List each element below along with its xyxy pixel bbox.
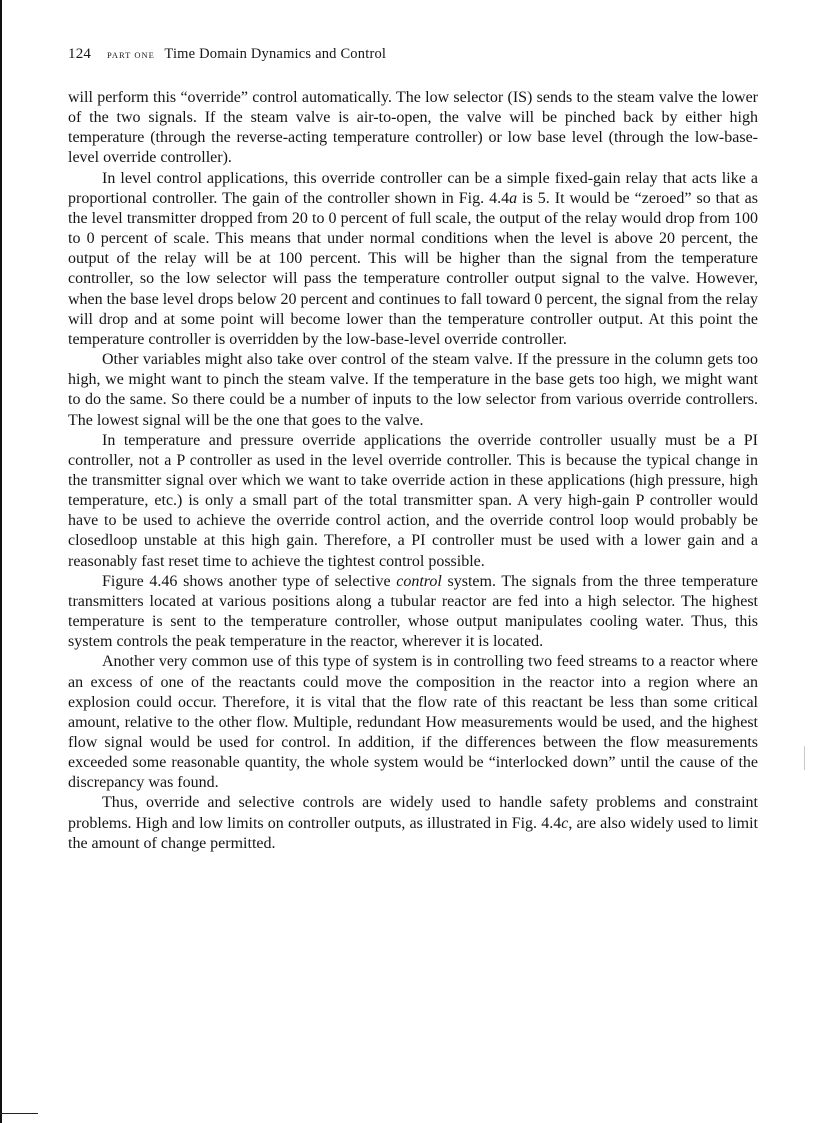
text-run: In level control applications, this override controller can be a simple fixed-gain relay that acts like a proportional controller. The gain of the controller shown in Fig. 4.4 xyxy=(68,169,758,207)
paragraph-conclusion xyxy=(68,793,758,853)
part-label: PART ONE xyxy=(106,50,155,60)
text-run: Figure 4.46 shows another type of selective xyxy=(102,572,397,590)
paragraph-other-variables xyxy=(68,350,758,431)
text-run: will perform this “override” control automatically. The low selector (IS) sends to the steam valve the lower of the two signals. If the steam valve is air-to-open, the valve will be pinched back by either high temperature (through the reverse-acting temperature controller) or low base level (through the low-base-level override controller). xyxy=(68,89,758,167)
paragraph-pi-controller xyxy=(68,431,758,572)
text-run: Thus, override and selective controls are widely used to handle safety problems and constraint problems. High and low limits on controller outputs, as illustrated in Fig. 4.4 xyxy=(68,794,758,832)
paragraph-selective-control xyxy=(68,572,758,653)
body-text xyxy=(68,88,758,854)
text-run: Another very common use of this type of system is in controlling two feed streams to a reactor where an excess of one of the reactants could move the composition in the reactor into a region where an explosion could occur. Therefore, it is vital that the flow rate of this reactant be less than some critical amount, relative to the other flow. Multiple, redundant How measurements would be used, and the highest flow signal would be used for control. In addition, if the differences between the flow measurements exceeded some reasonable quantity, the whole system would be “interlocked down” until the cause of the discrepancy was found. xyxy=(68,653,758,792)
page-number: 124 xyxy=(68,46,92,62)
italic-run: control xyxy=(396,572,442,590)
running-head-title: Time Domain Dynamics and Control xyxy=(164,46,387,62)
text-run: is 5. It would be “zeroed” so that as the level transmitter dropped from 20 to 0 percent of full scale, the output of the relay would drop from 100 to 0 percent of scale. This means that under normal conditions when the level is above 20 percent, the output of the relay will be at 100 percent. This will be higher than the signal from the temperature controller, so the low selector will pass the temperature controller output signal to the valve. However, when the base level drops below 20 percent and continues to fall toward 0 percent, the signal from the relay will drop and at some point will become lower than the temperature controller output. At this point the temperature controller is overridden by the low-base-level override controller. xyxy=(68,189,758,348)
running-head xyxy=(68,46,386,63)
paragraph-override-continuation xyxy=(68,88,758,169)
text-run: , are also widely used to limit the amount of change permitted. xyxy=(68,814,759,852)
text-run: system. The signals from the three temperature transmitters located at various positions along a tubular reactor are fed into a high selector. The highest temperature is sent to the temperature controller, whose output manipulates cooling water. Thus, this system controls the peak temperature in the reactor, wherever it is located. xyxy=(68,572,758,651)
scan-margin-mark xyxy=(804,746,805,770)
paragraph-feed-streams xyxy=(68,652,758,793)
italic-run: a xyxy=(509,189,518,207)
text-run: In temperature and pressure override applications the override controller usually must be a PI controller, not a P controller as used in the level override controller. This is because the typical change in the transmitter signal over which we want to take override action in these applications (high pressure, high temperature, etc.) is only a small part of the total transmitter span. A very high-gain P controller would have to be used to achieve the override control action, and the override control loop would probably be closedloop unstable at this high gain. Therefore, a PI controller must be used with a lower gain and a reasonably fast reset time to achieve the tightest control possible. xyxy=(68,431,758,570)
text-run: Other variables might also take over control of the steam valve. If the pressure in the column gets too high, we might want to pinch the steam valve. If the temperature in the base gets too high, we might want to do the same. So there could be a number of inputs to the low selector from various override controllers. The lowest signal will be the one that goes to the valve. xyxy=(68,351,758,429)
paragraph-level-control xyxy=(68,169,758,350)
italic-run: c xyxy=(561,814,569,832)
page-corner-mark xyxy=(0,1113,38,1114)
page-binding-edge xyxy=(0,0,2,1123)
